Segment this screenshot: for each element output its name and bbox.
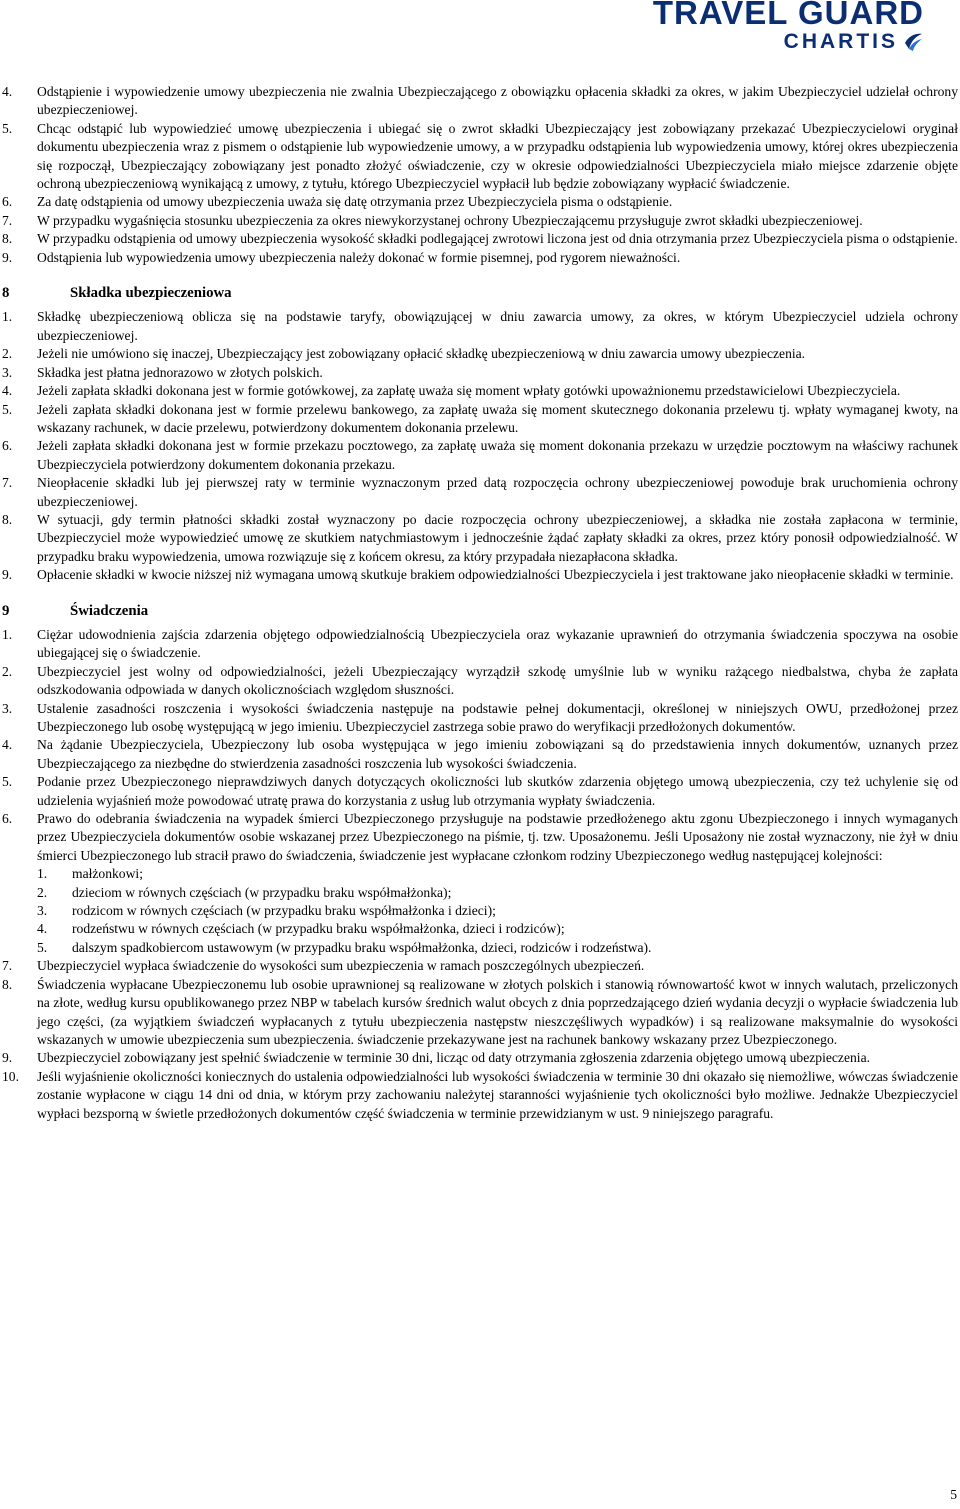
item-text bbox=[37, 83, 958, 120]
logo-subtitle-text: CHARTIS bbox=[783, 30, 898, 53]
item-number: 9. bbox=[2, 1050, 13, 1066]
section-8-heading bbox=[0, 284, 958, 302]
item-text-content: Na żądanie Ubezpieczyciela, Ubezpieczony lub osoba występująca w jego imieniu zobowiązani są do przedstawienia innych dokumentów, uznanych przez Ubezpieczającego za niezbędne do stwierdzenia zasadności roszczenia lub wysokości świadczenia. bbox=[37, 737, 958, 771]
item-number: 7. bbox=[2, 212, 13, 228]
item-text-content: Ustalenie zasadności roszczenia i wysokości świadczenia następuje na podstawie pełnej dokumentacji, określonej w niniejszych OWU, przedłożonej przez Ubezpieczonego lub osobę występującą w jego imieniu. Ubezpieczyciel zastrzega sobie prawo do weryfikacji przedłożonych dokumentów. bbox=[37, 700, 958, 734]
item-text bbox=[37, 249, 958, 267]
list-item bbox=[0, 437, 958, 474]
item-text-content: Ubezpieczyciel jest wolny od odpowiedzialności, jeżeli Ubezpieczający wyrządził szkodę umyślnie lub w wyniku rażącego niedbalstwa, chyba że zapłata odszkodowania odpowiada w danych okolicznościach względom słuszności. bbox=[37, 663, 958, 698]
sub-item-text: dzieciom w równych częściach (w przypadku braku współmałżonka); bbox=[72, 884, 452, 900]
item-text bbox=[37, 810, 958, 957]
item-number: 6. bbox=[2, 194, 13, 210]
item-text bbox=[37, 474, 958, 511]
item-text-content: Nieopłacenie składki lub jej pierwszej raty w terminie wyznaczonym przed datą rozpoczęcia ochrony ubezpieczeniowej powoduje brak uruchomienia ochrony ubezpieczeniowej. bbox=[37, 475, 958, 509]
item-text bbox=[37, 1049, 958, 1067]
item-text-content: Odstąpienie i wypowiedzenie umowy ubezpieczenia nie zwalnia Ubezpieczającego z obowiązku opłacenia składki za okres, w jakim Ubezpieczyciel udzielał ochrony ubezpieczeniowej. bbox=[37, 84, 958, 118]
list-item bbox=[0, 663, 958, 700]
sub-item-number: 1. bbox=[37, 866, 48, 882]
list-item bbox=[0, 193, 958, 211]
section-9-list bbox=[0, 626, 958, 1123]
item-text bbox=[37, 401, 958, 438]
sub-item-number: 3. bbox=[37, 903, 48, 919]
sub-item-number: 4. bbox=[37, 921, 48, 937]
list-item bbox=[0, 382, 958, 400]
sub-list-item bbox=[37, 865, 958, 883]
item-text-content: Za datę odstąpienia od umowy ubezpieczenia uważa się datę otrzymania przez Ubezpieczyciela pisma o odstąpienie. bbox=[37, 194, 673, 210]
item-number: 5. bbox=[2, 774, 13, 790]
list-item bbox=[0, 83, 958, 120]
item-number: 8. bbox=[2, 511, 13, 527]
sub-list-item bbox=[37, 902, 958, 920]
item-text bbox=[37, 437, 958, 474]
item-number: 2. bbox=[2, 346, 13, 362]
sub-item-text: dalszym spadkobiercom ustawowym (w przypadku braku współmałżonka, dzieci, rodziców i rodzeństwa). bbox=[72, 939, 652, 955]
item-text bbox=[37, 566, 958, 584]
logo-title: TRAVEL GUARD bbox=[652, 0, 924, 31]
item-text-content: Jeżeli zapłata składki dokonana jest w formie przelewu bankowego, za zapłatę uważa się moment skutecznego dokonania przelewu tj. wpłaty wymaganej kwoty, na wskazany rachunek, w dacie przelewu, potwierdzony dokumentem dokonania przelewu. bbox=[37, 401, 958, 435]
section-number: 9 bbox=[2, 602, 10, 619]
document-body bbox=[0, 83, 958, 1123]
item-text bbox=[37, 120, 958, 194]
item-text bbox=[37, 976, 958, 1050]
item-text bbox=[37, 736, 958, 773]
item-number: 4. bbox=[2, 383, 13, 399]
item-text-content: Ubezpieczyciel wypłaca świadczenie do wysokości sum ubezpieczenia w ramach poszczególnych ubezpieczeń. bbox=[37, 958, 645, 974]
list-item bbox=[0, 700, 958, 737]
item-number: 8. bbox=[2, 231, 13, 247]
list-item bbox=[0, 474, 958, 511]
section-8-list bbox=[0, 308, 958, 584]
travel-guard-logo bbox=[653, 0, 924, 55]
list-item bbox=[0, 976, 958, 1050]
sub-item-text: małżonkowi; bbox=[72, 866, 143, 882]
item-number: 6. bbox=[2, 811, 13, 827]
item-number: 9. bbox=[2, 249, 13, 265]
top-list bbox=[0, 83, 958, 267]
list-item bbox=[0, 308, 958, 345]
item-text-content: Składkę ubezpieczeniową oblicza się na podstawie taryfy, obowiązującej w dniu zawarcia umowy, za okres, w którym Ubezpieczyciel udziela ochrony ubezpieczeniowej. bbox=[37, 309, 958, 343]
item-text-content: Świadczenia wypłacane Ubezpieczonemu lub osobie uprawnionej są realizowane w złotych polskich i stanowią równowartość kwot w innych walutach, przeliczonych na złote, według kursu opublikowanego przez NBP w tabelach kursów średnich walut obcych z dnia poprzedzającego dzień wydania decyzji o wypłacie świadczenia lub jego części, (za wyjątkiem świadczeń wypłacanych z tytułu ubezpieczenia następstw nieszczęśliwych wypadków) i są realizowane maksymalnie do wysokości wskazanych w umowie ubezpieczenia sum ubezpieczenia. świadczenie przekazywane jest na rachunek bankowy wskazany przez Ubezpieczonego. bbox=[37, 976, 958, 1047]
item-text bbox=[37, 212, 958, 230]
list-item bbox=[0, 345, 958, 363]
item-text bbox=[37, 308, 958, 345]
item-number: 10. bbox=[2, 1068, 19, 1084]
sub-list-item bbox=[37, 920, 958, 938]
item-number: 9. bbox=[2, 567, 13, 583]
list-item bbox=[0, 364, 958, 382]
item-text bbox=[37, 230, 958, 248]
item-number: 6. bbox=[2, 438, 13, 454]
item-text bbox=[37, 364, 958, 382]
item-number: 1. bbox=[2, 309, 13, 325]
item-text-content: Jeśli wyjaśnienie okoliczności koniecznych do ustalenia odpowiedzialności lub wysokości świadczenia w terminie 30 dni okazało się niemożliwe, wówczas świadczenie zostanie wypłacone w ciągu 14 dni od dnia, w którym przy zachowaniu należytej staranności wyjaśnienie tych okoliczności było możliwe. Jednakże Ubezpieczyciel wypłaci bezsporną w świetle przedłożonych dokumentów część świadczenia w terminie przewidzianym w ust. 9 niniejszego paragrafu. bbox=[37, 1068, 958, 1121]
item-text-content: Jeżeli nie umówiono się inaczej, Ubezpieczający jest zobowiązany opłacić składkę ubezpieczeniową w dniu zawarcia umowy ubezpieczenia. bbox=[37, 346, 806, 362]
sub-item-number: 2. bbox=[37, 884, 48, 900]
list-item bbox=[0, 249, 958, 267]
item-text-content: Jeżeli zapłata składki dokonana jest w formie gotówkowej, za zapłatę uważa się moment wpłaty gotówki upoważnionemu przedstawicielowi Ubezpieczyciela. bbox=[37, 383, 901, 399]
section-title: Składka ubezpieczeniowa bbox=[70, 285, 232, 302]
sub-item-text: rodzicom w równych częściach (w przypadku braku współmałżonka i dzieci); bbox=[72, 903, 496, 919]
item-text-content: Prawo do odebrania świadczenia na wypadek śmierci Ubezpieczonego przysługuje na podstawie przedłożenego aktu zgonu Ubezpieczonego i innych wymaganych przez Ubezpieczyciela dokumentów osobie wskazanej przez Ubezpieczonego na piśmie, tj. tzw. Uposażonemu. Jeśli Uposażony nie został wyznaczony, nie żył w dniu śmierci Ubezpieczonego lub stracił prawo do świadczenia, świadczenie jest wypłacane członkom rodziny Ubezpieczonego według następującej kolejności: bbox=[37, 811, 958, 863]
item-text bbox=[37, 511, 958, 566]
item-text bbox=[37, 382, 958, 400]
item-number: 3. bbox=[2, 364, 13, 380]
list-item bbox=[0, 1049, 958, 1067]
item-text-content: Odstąpienia lub wypowiedzenia umowy ubezpieczenia należy dokonać w formie pisemnej, pod rygorem nieważności. bbox=[37, 249, 681, 265]
item-number: 3. bbox=[2, 700, 13, 716]
list-item bbox=[0, 511, 958, 566]
item-text-content: Ciężar udowodnienia zajścia zdarzenia objętego odpowiedzialnością Ubezpieczyciela oraz wykazanie uprawnień do otrzymania świadczenia spoczywa na osobie ubiegającej się o świadczenie. bbox=[37, 626, 958, 661]
list-item bbox=[0, 566, 958, 584]
item-text bbox=[37, 1068, 958, 1123]
sub-item-number: 5. bbox=[37, 939, 48, 955]
list-item bbox=[0, 736, 958, 773]
item-number: 8. bbox=[2, 976, 13, 992]
item-text bbox=[37, 345, 958, 363]
item-number: 7. bbox=[2, 958, 13, 974]
item-text bbox=[37, 663, 958, 700]
item-text bbox=[37, 626, 958, 663]
item-text bbox=[37, 773, 958, 810]
item-number: 5. bbox=[2, 120, 13, 136]
sub-list-item bbox=[37, 884, 958, 902]
item-text-content: Jeżeli zapłata składki dokonana jest w formie przekazu pocztowego, za zapłatę uważa się moment dokonania przekazu w urzędzie pocztowym na właściwy rachunek Ubezpieczyciela potwierdzony dokumentem dokonania przekazu. bbox=[37, 438, 958, 472]
page-number: 5 bbox=[950, 1487, 957, 1502]
item-text-content: W przypadku odstąpienia od umowy ubezpieczenia wysokość składki podlegającej zwrotowi liczona jest od dnia otrzymania przez Ubezpieczyciela pisma o odstąpienie. bbox=[37, 231, 958, 247]
logo-subtitle bbox=[653, 29, 924, 55]
list-item bbox=[0, 230, 958, 248]
section-9-heading bbox=[0, 602, 958, 620]
item-text-content: W przypadku wygaśnięcia stosunku ubezpieczenia za okres niewykorzystanej ochrony Ubezpieczającemu przysługuje zwrot składki ubezpieczeniowej. bbox=[37, 212, 863, 228]
list-item bbox=[0, 773, 958, 810]
item-text-content: Chcąc odstąpić lub wypowiedzieć umowę ubezpieczenia i ubiegać się o zwrot składki Ubezpieczający jest zobowiązany przekazać Ubezpieczycielowi oryginał dokumentu ubezpieczenia wraz z pismem o odstąpienie lub wypowiedzenie umowy, a w przypadku odstąpienia lub wypowiedzenia umowy, której okres ubezpieczenia się rozpoczął, Ubezpieczający zobowiązany jest ponadto złożyć oświadczenie, czy w okresie odpowiedzialności Ubezpieczyciela miało miejsce zdarzenie objęte ochroną ubezpieczeniową wynikającą z umowy, z tytułu, którego Ubezpieczyciel wypłacił lub będzie zobowiązany wypłacić świadczenie. bbox=[37, 120, 958, 192]
list-item bbox=[0, 957, 958, 975]
list-item bbox=[0, 401, 958, 438]
item-number: 4. bbox=[2, 84, 13, 99]
sub-item-text: rodzeństwu w równych częściach (w przypadku braku współmałżonka, dzieci i rodziców); bbox=[72, 921, 565, 937]
item-text-content: W sytuacji, gdy termin płatności składki został wyznaczony po dacie rozpoczęcia ochrony ubezpieczeniowej, a składka nie została zapłacona w terminie, Ubezpieczyciel może wypowiedzieć umowę ze skutkiem natychmiastowym i jednocześnie żądać zapłaty składki za okres, przez który ponosił odpowiedzialność. W przypadku braku wypowiedzenia, umowa rozwiązuje się z końcem okresu, za który przypadała niezapłacona składka. bbox=[37, 511, 958, 564]
item-text-content: Podanie przez Ubezpieczonego nieprawdziwych danych dotyczących okoliczności lub skutków zdarzenia objętego umową ubezpieczenia, czy też uchylenie się od udzielenia wyjaśnień może powodować utratę prawa do korzystania z usług lub otrzymania wypłaty świadczenia. bbox=[37, 774, 958, 808]
section-title: Świadczenia bbox=[70, 602, 149, 619]
item-text-content: Opłacenie składki w kwocie niższej niż wymagana umową skutkuje brakiem odpowiedzialności Ubezpieczyciela i jest traktowane jako nieopłacenie składki w terminie. bbox=[37, 567, 954, 583]
list-item bbox=[0, 810, 958, 957]
list-item bbox=[0, 1068, 958, 1123]
item-number: 5. bbox=[2, 401, 13, 417]
item-number: 1. bbox=[2, 626, 13, 642]
item-text-content: Ubezpieczyciel zobowiązany jest spełnić świadczenie w terminie 30 dni, licząc od daty otrzymania zgłoszenia zdarzenia objętego umową ubezpieczenia. bbox=[37, 1050, 871, 1066]
list-item bbox=[0, 626, 958, 663]
section-number: 8 bbox=[2, 285, 10, 302]
list-item bbox=[0, 212, 958, 230]
item-number: 7. bbox=[2, 475, 13, 491]
list-item bbox=[0, 120, 958, 194]
sub-list bbox=[37, 865, 958, 957]
chartis-swoosh-icon bbox=[902, 31, 924, 53]
item-number: 4. bbox=[2, 737, 13, 753]
item-text bbox=[37, 193, 958, 211]
item-number: 2. bbox=[2, 663, 13, 679]
item-text bbox=[37, 957, 958, 975]
item-text-content: Składka jest płatna jednorazowo w złotych polskich. bbox=[37, 364, 323, 380]
sub-list-item bbox=[37, 939, 958, 957]
item-text bbox=[37, 700, 958, 737]
